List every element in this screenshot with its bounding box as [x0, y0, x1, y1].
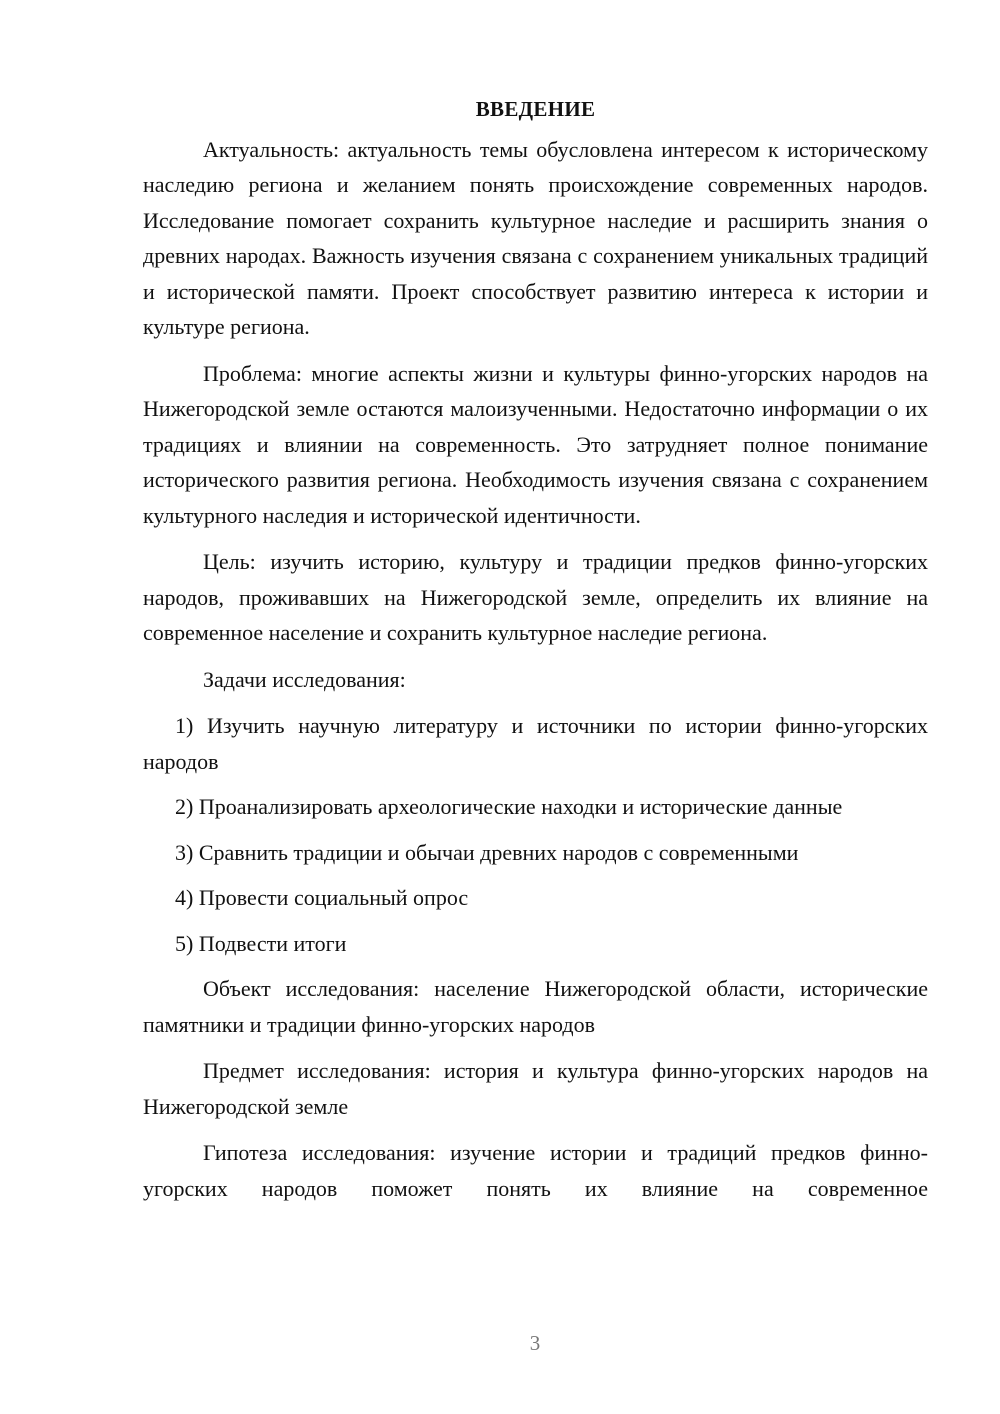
hypothesis-paragraph: Гипотеза исследования: изучение истории и традиций предков финно-угорских народов поможет понять их влияние на современное — [143, 1140, 928, 1201]
task-item: 2) Проанализировать археологические находки и исторические данные — [175, 794, 843, 819]
relevance-paragraph: Актуальность: актуальность темы обусловлена интересом к историческому наследию региона и желанием понять происхождение современных народов. Исследование помогает сохранить культурное наследие и расширить знания о древних народах. Важность изучения связана с сохранением уникальных традиций и исторической памяти. Проект способствует развитию интереса к истории и культуре региона. — [143, 136, 928, 339]
task-item: 5) Подвести итоги — [175, 930, 347, 956]
task-item: 4) Провести социальный опрос — [175, 885, 469, 910]
tasks-heading: Задачи исследования: — [203, 666, 406, 692]
section-title: ВВЕДЕНИЕ — [475, 97, 596, 121]
document-page — [143, 92, 928, 1217]
problem-paragraph: Проблема: многие аспекты жизни и культуры финно-угорских народов на Нижегородской земле остаются малоизученными. Недостаточно информации о их традициях и влиянии на современность. Это затрудняет полное понимание исторического развития региона. Необходимость изучения связана с сохранением культурного наследия и исторической идентичности. — [143, 360, 928, 528]
object-paragraph: Объект исследования: население Нижегородской области, исторические памятники и традиции финно-угорских народов — [143, 976, 928, 1037]
goal-paragraph: Цель: изучить историю, культуру и традиции предков финно-угорских народов, проживавших на Нижегородской земле, определить их влияние на современное население и сохранить культурное наследие региона. — [143, 549, 928, 645]
page-number: 3 — [529, 1331, 541, 1355]
task-item: 1) Изучить научную литературу и источники по истории финно-угорских народов — [143, 713, 928, 774]
subject-paragraph: Предмет исследования: история и культура финно-угорских народов на Нижегородской земле — [143, 1058, 928, 1119]
task-item: 3) Сравнить традиции и обычаи древних народов с современными — [175, 839, 799, 865]
